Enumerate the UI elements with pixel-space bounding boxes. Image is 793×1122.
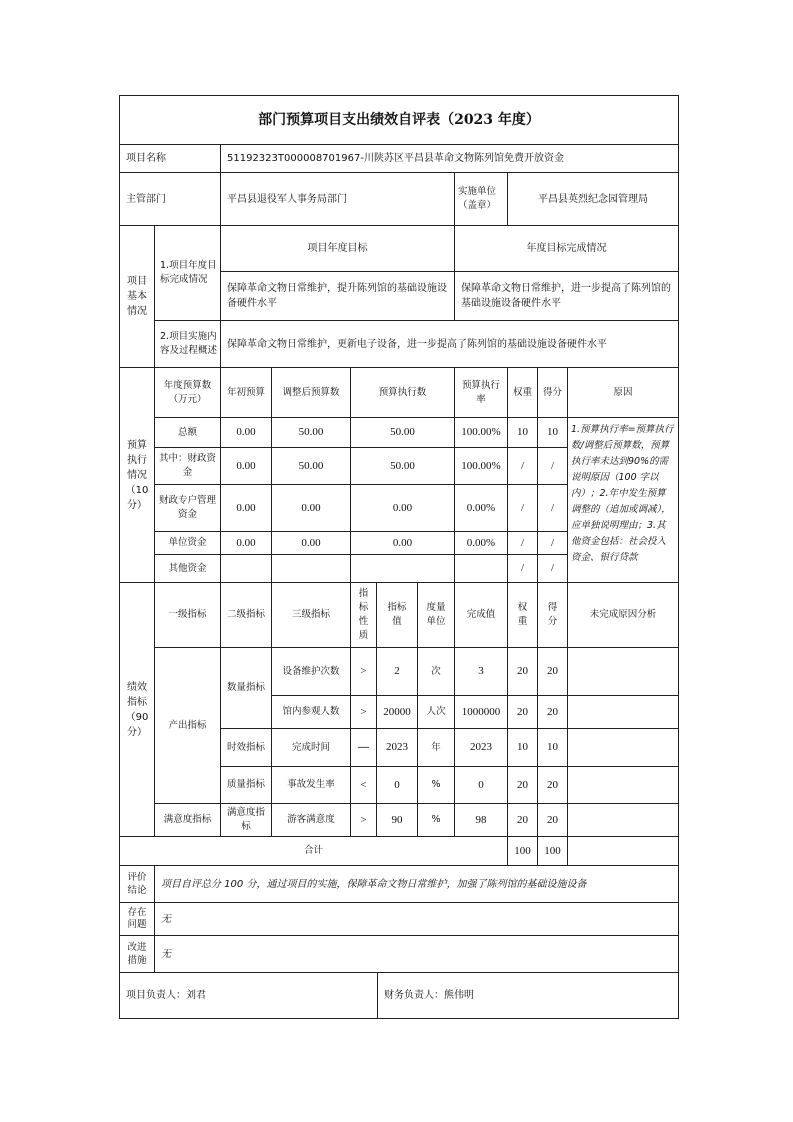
conclusion-value: 项目自评总分 100 分，通过项目的实施，保障革命文物日常维护，加强了陈列馆的基础设施设备 bbox=[154, 865, 679, 903]
budget-row-name: 总额 bbox=[154, 417, 221, 448]
perf-row-nature: < bbox=[350, 766, 377, 804]
annual-goal-value: 保障革命文物日常维护，提升陈列馆的基础设施设备硬件水平 bbox=[220, 271, 455, 321]
budget-row-rate bbox=[454, 554, 508, 583]
problems-value: 无 bbox=[154, 902, 679, 936]
impl-unit-value: 平昌县英烈纪念园管理局 bbox=[507, 172, 679, 226]
budget-row-score: / bbox=[537, 447, 568, 485]
project-lead-signature: 项目负责人：刘君 bbox=[119, 972, 378, 1019]
budget-header-reason: 原因 bbox=[567, 367, 679, 418]
improvements-label: 改进措施 bbox=[119, 935, 155, 973]
perf-header-reason: 未完成原因分析 bbox=[567, 582, 679, 648]
budget-header-score: 得分 bbox=[537, 367, 568, 418]
perf-row-actual: 1000000 bbox=[454, 695, 508, 729]
perf-row-target: 2 bbox=[376, 647, 418, 696]
perf-row-reason bbox=[567, 766, 679, 804]
perf-row-unit: % bbox=[417, 766, 455, 804]
perf-header-weight: 权重 bbox=[507, 582, 538, 648]
perf-row-score: 20 bbox=[537, 766, 568, 804]
budget-row-name: 其中：财政资金 bbox=[154, 447, 221, 485]
perf-row-unit: % bbox=[417, 803, 455, 837]
budget-row-weight: / bbox=[507, 484, 538, 532]
department-value: 平昌县退役军人事务局部门 bbox=[220, 172, 455, 226]
budget-row-executed: 0.00 bbox=[350, 531, 455, 555]
performance-section-label: 绩效指标（90分） bbox=[119, 582, 155, 837]
perf-header-actual: 完成值 bbox=[454, 582, 508, 648]
budget-row-initial: 0.00 bbox=[220, 417, 272, 448]
budget-row-name: 财政专户管理资金 bbox=[154, 484, 221, 532]
perf-row-weight: 20 bbox=[507, 695, 538, 729]
budget-row-executed: 50.00 bbox=[350, 417, 455, 448]
finance-lead-signature: 财务负责人：熊伟明 bbox=[377, 972, 679, 1019]
project-name-value: 51192323T000008701967-川陕苏区平昌县革命文物陈列馆免费开放资金 bbox=[220, 144, 679, 173]
impl-overview-label: 2.项目实施内容及过程概述 bbox=[154, 320, 221, 368]
budget-row-initial: 0.00 bbox=[220, 531, 272, 555]
perf-row-weight: 20 bbox=[507, 647, 538, 696]
perf-row-nature: > bbox=[350, 695, 377, 729]
perf-header-level1: 一级指标 bbox=[154, 582, 221, 648]
budget-section-label: 预算执行情况（10分） bbox=[119, 367, 155, 583]
perf-row-actual: 2023 bbox=[454, 728, 508, 767]
budget-row-weight: 10 bbox=[507, 417, 538, 448]
budget-row-score: / bbox=[537, 554, 568, 583]
budget-row-name: 其他资金 bbox=[154, 554, 221, 583]
perf-row-score: 10 bbox=[537, 728, 568, 767]
perf-row-weight: 20 bbox=[507, 803, 538, 837]
budget-row-initial: 0.00 bbox=[220, 484, 272, 532]
budget-header-annual: 年度预算数（万元） bbox=[154, 367, 221, 418]
perf-row-reason bbox=[567, 728, 679, 767]
impl-overview-value: 保障革命文物日常维护，更新电子设备，进一步提高了陈列馆的基础设施设备硬件水平 bbox=[220, 320, 679, 368]
perf-row-reason bbox=[567, 647, 679, 696]
department-label: 主管部门 bbox=[119, 172, 221, 226]
perf-level1-satisfaction: 满意度指标 bbox=[154, 803, 221, 837]
budget-row-score: / bbox=[537, 531, 568, 555]
budget-row-adjusted bbox=[271, 554, 351, 583]
perf-header-target: 指标值 bbox=[376, 582, 418, 648]
improvements-value: 无 bbox=[154, 935, 679, 973]
goal-completion-value: 保障革命文物日常维护，进一步提高了陈列馆的基础设施设备硬件水平 bbox=[454, 271, 679, 321]
budget-row-adjusted: 50.00 bbox=[271, 417, 351, 448]
perf-row-actual: 0 bbox=[454, 766, 508, 804]
total-weight: 100 bbox=[507, 836, 538, 866]
perf-level2-quantity: 数量指标 bbox=[220, 647, 272, 729]
perf-row-target: 0 bbox=[376, 766, 418, 804]
budget-header-rate: 预算执行率 bbox=[454, 367, 508, 418]
perf-level1-output: 产出指标 bbox=[154, 647, 221, 804]
budget-row-rate: 0.00% bbox=[454, 484, 508, 532]
budget-header-weight: 权重 bbox=[507, 367, 538, 418]
perf-row-score: 20 bbox=[537, 695, 568, 729]
budget-row-score: / bbox=[537, 484, 568, 532]
perf-header-score: 得分 bbox=[537, 582, 568, 648]
budget-row-initial bbox=[220, 554, 272, 583]
perf-row-target: 90 bbox=[376, 803, 418, 837]
budget-row-executed bbox=[350, 554, 455, 583]
perf-row-name: 游客满意度 bbox=[271, 803, 351, 837]
perf-row-actual: 3 bbox=[454, 647, 508, 696]
perf-header-nature: 指标性质 bbox=[350, 582, 377, 648]
conclusion-label: 评价结论 bbox=[119, 865, 155, 903]
perf-row-nature: > bbox=[350, 647, 377, 696]
budget-row-initial: 0.00 bbox=[220, 447, 272, 485]
total-score: 100 bbox=[537, 836, 568, 866]
perf-header-unit: 度量单位 bbox=[417, 582, 455, 648]
perf-row-nature: > bbox=[350, 803, 377, 837]
budget-row-adjusted: 0.00 bbox=[271, 531, 351, 555]
total-reason bbox=[567, 836, 679, 866]
budget-row-name: 单位资金 bbox=[154, 531, 221, 555]
perf-row-score: 20 bbox=[537, 803, 568, 837]
perf-header-level2: 二级指标 bbox=[220, 582, 272, 648]
budget-row-rate: 0.00% bbox=[454, 531, 508, 555]
perf-row-weight: 20 bbox=[507, 766, 538, 804]
budget-row-rate: 100.00% bbox=[454, 447, 508, 485]
perf-level2-satisfaction: 满意度指标 bbox=[220, 803, 272, 837]
budget-row-rate: 100.00% bbox=[454, 417, 508, 448]
perf-header-level3: 三级指标 bbox=[271, 582, 351, 648]
budget-row-weight: / bbox=[507, 554, 538, 583]
budget-header-executed: 预算执行数 bbox=[350, 367, 455, 418]
form-title: 部门预算项目支出绩效自评表（2023 年度） bbox=[119, 95, 679, 145]
budget-row-adjusted: 0.00 bbox=[271, 484, 351, 532]
budget-reason-note: 1.预算执行率=预算执行数/调整后预算数，预算执行率未达到90%的需说明原因（100 字以内）；2.年中发生预算调整的（追加或调减），应单独说明理由；3.其他资金包括：社会投入资金、银行贷款 bbox=[567, 417, 679, 583]
perf-row-target: 20000 bbox=[376, 695, 418, 729]
perf-row-name: 事故发生率 bbox=[271, 766, 351, 804]
perf-row-unit: 人次 bbox=[417, 695, 455, 729]
project-name-label: 项目名称 bbox=[119, 144, 221, 173]
perf-level2-quality: 质量指标 bbox=[220, 766, 272, 804]
basic-info-section-label: 项目基本情况 bbox=[119, 225, 155, 368]
budget-row-executed: 0.00 bbox=[350, 484, 455, 532]
perf-row-nature: — bbox=[350, 728, 377, 767]
budget-row-executed: 50.00 bbox=[350, 447, 455, 485]
budget-row-weight: / bbox=[507, 447, 538, 485]
impl-unit-label: 实施单位（盖章） bbox=[454, 172, 508, 226]
goal-completion-header: 年度目标完成情况 bbox=[454, 225, 679, 272]
perf-row-name: 设备维护次数 bbox=[271, 647, 351, 696]
perf-row-reason bbox=[567, 803, 679, 837]
perf-level2-timeliness: 时效指标 bbox=[220, 728, 272, 767]
perf-row-unit: 年 bbox=[417, 728, 455, 767]
perf-row-score: 20 bbox=[537, 647, 568, 696]
perf-row-target: 2023 bbox=[376, 728, 418, 767]
budget-row-adjusted: 50.00 bbox=[271, 447, 351, 485]
perf-row-weight: 10 bbox=[507, 728, 538, 767]
budget-row-weight: / bbox=[507, 531, 538, 555]
perf-row-actual: 98 bbox=[454, 803, 508, 837]
budget-header-adjusted: 调整后预算数 bbox=[271, 367, 351, 418]
annual-goal-header: 项目年度目标 bbox=[220, 225, 455, 272]
total-label: 合计 bbox=[119, 836, 508, 866]
budget-header-initial: 年初预算 bbox=[220, 367, 272, 418]
perf-row-name: 馆内参观人数 bbox=[271, 695, 351, 729]
budget-row-score: 10 bbox=[537, 417, 568, 448]
perf-row-unit: 次 bbox=[417, 647, 455, 696]
perf-row-reason bbox=[567, 695, 679, 729]
problems-label: 存在问题 bbox=[119, 902, 155, 936]
perf-row-name: 完成时间 bbox=[271, 728, 351, 767]
goal-completion-label: 1.项目年度目标完成情况 bbox=[154, 225, 221, 321]
